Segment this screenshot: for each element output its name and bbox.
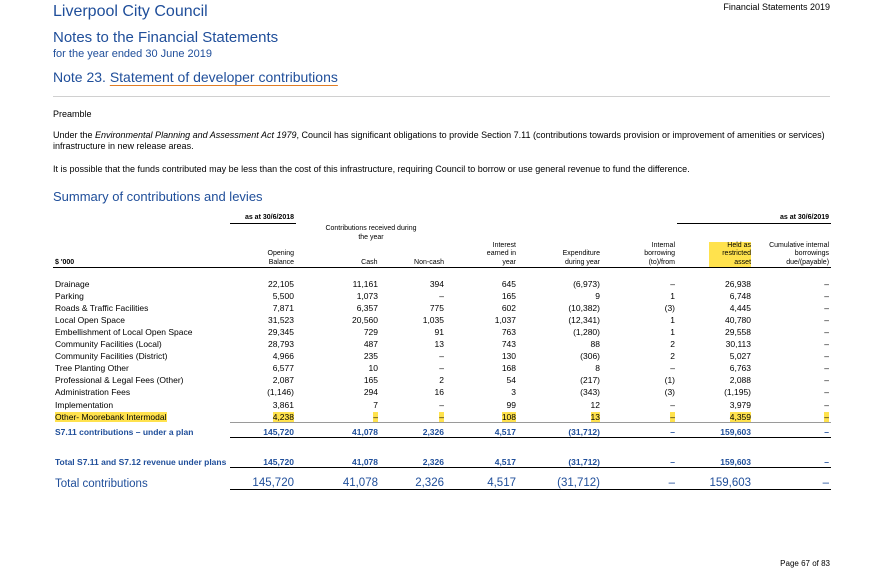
- cell-value: 29,558: [725, 326, 752, 337]
- note-number: Note 23.: [53, 69, 106, 85]
- cell-value: 29,345: [268, 326, 294, 337]
- cell-value: 6,577: [272, 363, 294, 374]
- cell-value: –: [824, 290, 830, 301]
- table-row: [53, 277, 831, 289]
- unit-label: $ '000: [53, 223, 230, 268]
- cell-value: –: [824, 375, 830, 386]
- table-row: [53, 397, 831, 409]
- cell-value: 7: [373, 399, 378, 410]
- preamble-label: Preamble: [53, 109, 92, 119]
- row-label: Community Facilities (Local): [55, 339, 162, 350]
- header-non-cash: Non-cash: [414, 258, 444, 266]
- cell-value: (1,195): [724, 387, 752, 398]
- subtotal-row-revenue: Total S7.11 and S7.12 revenue under plans 145,720 41,078 2,326 4,517 (31,712) – 159,603 –: [55, 456, 830, 468]
- divider: [53, 96, 830, 97]
- organization-name: Liverpool City Council: [53, 3, 208, 20]
- cell-value: 22,105: [268, 278, 294, 289]
- cell-value: 5,027: [729, 351, 752, 362]
- cell-value: 28,793: [268, 339, 294, 350]
- cell-value: 6,748: [729, 290, 752, 301]
- cell-value: –: [824, 351, 830, 362]
- cell-value: 108: [446, 410, 518, 423]
- row-label: Professional & Legal Fees (Other): [55, 375, 184, 386]
- note-title: Statement of developer contributions: [109, 69, 338, 85]
- table-row: [53, 289, 831, 301]
- cell-value: 2,087: [272, 375, 294, 386]
- cell-value: –: [753, 410, 831, 423]
- cell-value: 5,500: [272, 290, 294, 301]
- note-heading: [53, 69, 338, 85]
- cell-value: 1,035: [422, 314, 444, 325]
- cell-value: 168: [501, 363, 516, 374]
- cell-value: 130: [501, 351, 516, 362]
- cell-value: (1,280): [573, 326, 600, 337]
- cell-value: 9: [595, 290, 600, 301]
- table-row: [53, 337, 831, 349]
- cell-value: –: [824, 387, 830, 398]
- cell-value: 2: [670, 339, 676, 350]
- cell-value: 1,037: [494, 314, 516, 325]
- cell-value: 13: [434, 339, 444, 350]
- cell-value: 165: [501, 290, 516, 301]
- cell-value: –: [670, 278, 676, 289]
- cell-value: 1: [670, 314, 676, 325]
- header-cash: Cash: [361, 258, 378, 266]
- header-held-as-restricted: Held as restricted asset: [677, 223, 753, 268]
- cell-value: 91: [434, 326, 444, 337]
- cell-value: –: [439, 290, 444, 301]
- cell-value: –: [670, 399, 676, 410]
- cell-value: (3): [664, 387, 676, 398]
- row-label: Other- Moorebank Intermodal: [55, 412, 167, 423]
- cell-value: 729: [363, 326, 378, 337]
- document-title-header: Financial Statements 2019: [723, 2, 830, 12]
- cell-value: 235: [363, 351, 378, 362]
- summary-heading: Summary of contributions and levies: [53, 189, 263, 204]
- subtotal-row-plan: S7.11 contributions – under a plan 145,720 41,078 2,326 4,517 (31,712) – 159,603 –: [55, 426, 830, 438]
- row-label: Embellishment of Local Open Space: [55, 326, 193, 337]
- cell-value: 775: [429, 302, 444, 313]
- cell-value: –: [439, 351, 444, 362]
- cell-value: 12: [590, 399, 600, 410]
- cell-value: –: [296, 410, 380, 423]
- cell-value: 3: [511, 387, 516, 398]
- cell-value: (10,382): [568, 302, 600, 313]
- cell-value: 11,161: [352, 278, 378, 289]
- cell-value: 8: [595, 363, 600, 374]
- cell-value: 88: [590, 339, 600, 350]
- cell-value: 99: [506, 399, 516, 410]
- cell-value: 2,088: [729, 375, 752, 386]
- table-row: [53, 385, 831, 397]
- cell-value: 487: [363, 339, 378, 350]
- row-label: Implementation: [55, 399, 114, 410]
- cell-value: 1,073: [356, 290, 378, 301]
- page-number: Page 67 of 83: [780, 559, 830, 568]
- cell-value: 3,861: [272, 399, 294, 410]
- cell-value: 294: [363, 387, 378, 398]
- row-label: Tree Planting Other: [55, 363, 129, 374]
- cell-value: 40,780: [725, 314, 752, 325]
- cell-value: –: [602, 410, 677, 423]
- cell-value: (3): [664, 302, 676, 313]
- cell-value: 2: [670, 351, 676, 362]
- cell-value: –: [439, 399, 444, 410]
- cell-value: (306): [580, 351, 600, 362]
- cell-value: 3,979: [729, 399, 752, 410]
- cell-value: (343): [580, 387, 600, 398]
- row-label: Local Open Space: [55, 314, 125, 325]
- table-row: [53, 313, 831, 325]
- cell-value: 13: [518, 410, 602, 423]
- cell-value: –: [670, 363, 676, 374]
- cell-value: 394: [429, 278, 444, 289]
- cell-value: –: [824, 399, 830, 410]
- table-row: [53, 325, 831, 337]
- preamble-paragraph-1: Under the Environmental Planning and Assessment Act 1979, Council has significant obligations to provide Section 7.11 (contributions towards provision or improvement of amenities or services) infrastructure in new release areas.: [53, 130, 825, 151]
- cell-value: –: [824, 326, 830, 337]
- cell-value: 2: [439, 375, 444, 386]
- header-opening-balance: Opening Balance: [230, 223, 296, 268]
- row-label: Community Facilities (District): [55, 351, 168, 362]
- table-row: [53, 301, 831, 313]
- row-label: Roads & Traffic Facilities: [55, 302, 149, 313]
- cell-value: 4,445: [729, 302, 752, 313]
- header-expenditure: Expenditure during year: [518, 223, 602, 268]
- cell-value: 6,763: [729, 363, 752, 374]
- cell-value: –: [824, 339, 830, 350]
- cell-value: 26,938: [725, 278, 752, 289]
- cell-value: (1,146): [267, 387, 294, 398]
- cell-value: 16: [434, 387, 444, 398]
- cell-value: 1: [670, 326, 676, 337]
- cell-value: 4,359: [677, 410, 753, 423]
- cell-value: –: [824, 278, 830, 289]
- header-interest: Interest earned in year: [446, 223, 518, 268]
- preamble-paragraph-2: It is possible that the funds contributed may be less than the cost of this infrastructure, requiring Council to borrow or use general revenue to fund the difference.: [53, 164, 690, 174]
- cell-value: 165: [363, 375, 378, 386]
- as-at-2018: as at 30/6/2018: [230, 214, 296, 223]
- total-row: Total contributions 145,720 41,078 2,326 4,517 (31,712) – 159,603 –: [53, 471, 831, 490]
- header-contributions-group: Contributions received during the year Cash Non-cash: [296, 223, 446, 268]
- cell-value: 743: [501, 339, 516, 350]
- cell-value: 31,523: [268, 314, 294, 325]
- table-row: [53, 373, 831, 385]
- table-row: [53, 349, 831, 361]
- cell-value: 1: [670, 290, 676, 301]
- cell-value: 20,560: [352, 314, 378, 325]
- cell-value: 4,966: [272, 351, 294, 362]
- cell-value: 7,871: [272, 302, 294, 313]
- cell-value: –: [824, 314, 830, 325]
- cell-value: 763: [501, 326, 516, 337]
- cell-value: 10: [368, 363, 378, 374]
- cell-value: 6,357: [356, 302, 378, 313]
- header-cumulative-borrowings: Cumulative internal borrowings due/(payable): [753, 223, 831, 268]
- contributions-table: [53, 214, 831, 490]
- cell-value: (1): [664, 375, 676, 386]
- cell-value: –: [824, 363, 830, 374]
- cell-value: 4,238: [230, 410, 296, 423]
- cell-value: 30,113: [725, 339, 752, 350]
- cell-value: (12,341): [568, 314, 600, 325]
- cell-value: 602: [501, 302, 516, 313]
- cell-value: (217): [580, 375, 600, 386]
- row-label: Drainage: [55, 278, 90, 289]
- cell-value: 645: [501, 278, 516, 289]
- cell-value: (6,973): [573, 278, 600, 289]
- row-label: Parking: [55, 290, 84, 301]
- page-title: Notes to the Financial Statements: [53, 29, 279, 46]
- row-label: Administration Fees: [55, 387, 131, 398]
- header-internal-borrowing: Internal borrowing (to)/from: [602, 223, 677, 268]
- table-row: [53, 361, 831, 373]
- cell-value: –: [380, 410, 446, 423]
- cell-value: 54: [506, 375, 516, 386]
- as-at-2019: as at 30/6/2019: [677, 214, 831, 223]
- period-subtitle: for the year ended 30 June 2019: [53, 48, 213, 60]
- cell-value: –: [824, 302, 830, 313]
- table-row: [53, 410, 831, 423]
- cell-value: –: [439, 363, 444, 374]
